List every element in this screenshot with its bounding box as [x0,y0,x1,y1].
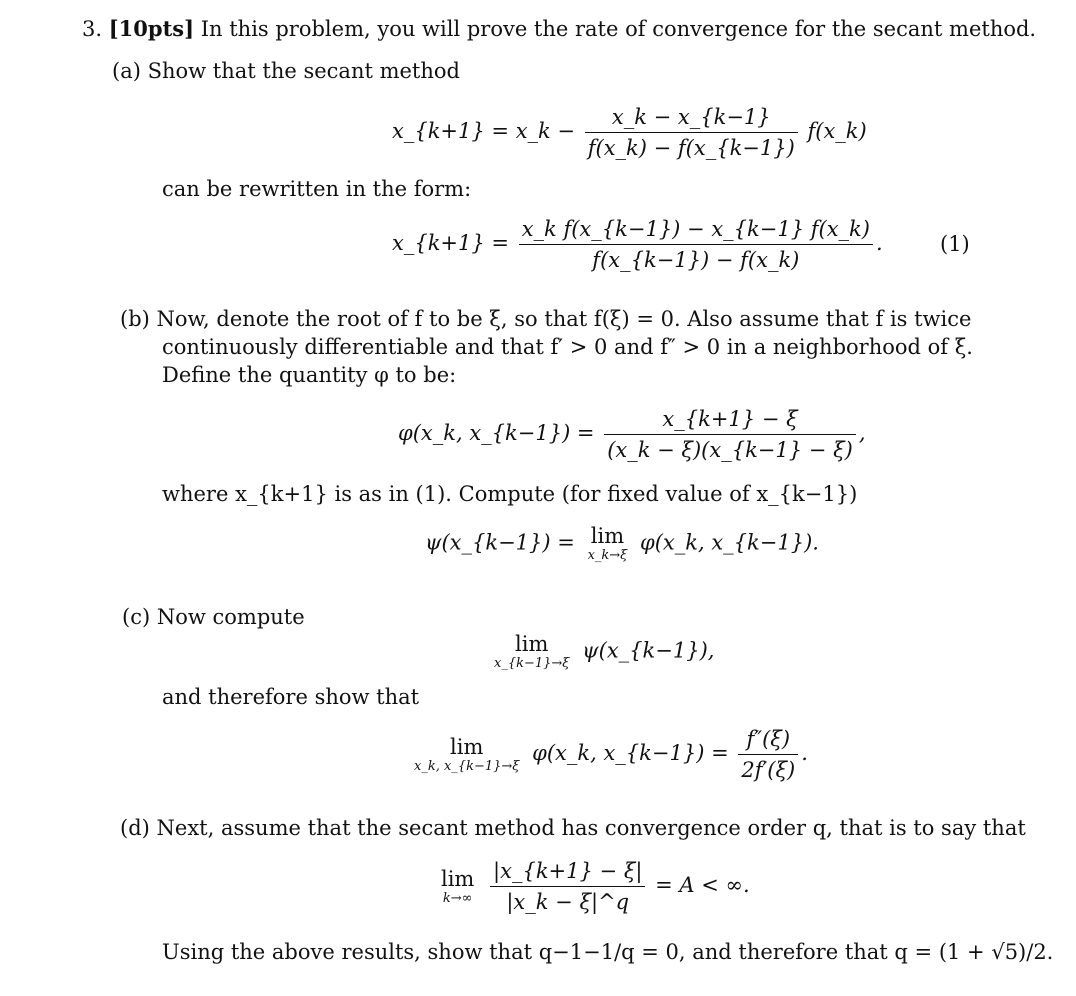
order-denominator: |x_k − ξ|^q [506,890,630,914]
rewritten-eq-denominator: f(x_{k−1}) − f(x_k) [592,248,800,272]
final-limit [414,735,519,775]
problem-header [82,15,1036,43]
final-lim-subscript: x_k, x_{k−1}→ξ [414,758,520,774]
part-a-heading [112,57,460,85]
problem-points: [10pts] [108,16,195,41]
phi-eq-fraction [604,406,856,463]
secant-eq-tail: f(x_k) [807,119,867,143]
psi-limit [588,524,628,564]
therefore-text: and therefore show that [162,685,420,709]
convergence-order-equation [435,858,750,915]
order-fraction [490,858,645,915]
secant-eq-lhs: x_{k+1} = x_k − [392,119,576,143]
final-limit-denominator: 2f′(ξ) [741,758,796,782]
rewritten-eq-numerator: x_k f(x_{k−1}) − x_{k−1} f(x_k) [519,216,873,245]
phi-eq-lhs: φ(x_k, x_{k−1}) = [398,421,595,445]
part-b-heading [120,305,971,333]
problem-number: 3. [82,17,103,41]
part-a-label: (a) [112,59,141,83]
part-b-line1: Now, denote the root of f to be ξ, so that f(ξ) = 0. Also assume that f is twice [156,307,972,331]
part-c-heading [122,603,305,631]
part-b-line2: continuously differentiable and that f′ > 0 and f″ > 0 in a neighborhood of ξ. [162,335,973,359]
psi-outer-lim-subscript: x_{k−1}→ξ [494,656,570,671]
final-lim-word: lim [450,734,484,759]
phi-eq-numerator: x_{k+1} − ξ [604,406,856,435]
part-a-text: Show that the secant method [147,59,460,83]
order-rhs: = A < ∞. [655,873,750,897]
final-limit-numerator: f″(ξ) [738,726,798,755]
psi-lim-subscript: x_k→ξ [587,548,628,563]
psi-outer-lim-word: lim [515,632,549,656]
psi-outer-limit [494,632,569,672]
final-limit-mid: φ(x_k, x_{k−1}) = [532,741,729,765]
secant-eq-denominator: f(x_k) − f(x_{k−1}) [587,136,795,160]
order-numerator: |x_{k+1} − ξ| [490,858,645,887]
final-limit-equation: lim x_k, x_{k−1}→ξ φ(x_k, x_{k−1}) = $\frac{f''(\xi)}{2f'(\xi)}$ . [414,727,808,782]
conclusion-text: Using the above results, show that q−1−1/q = 0, and therefore that q = (1 + √5)/2. [162,940,1054,964]
part-b-label: (b) [120,307,150,331]
secant-eq-numerator: x_k − x_{k−1} [585,104,798,133]
psi-eq-rhs: φ(x_k, x_{k−1}). [640,530,819,555]
part-d-heading [120,814,1026,842]
equation-number: (1) [940,232,970,256]
order-limit [441,867,474,907]
secant-equation [392,104,867,161]
problem-intro: In this problem, you will prove the rate of convergence for the secant method. [200,17,1037,41]
psi-limit-expression [488,632,714,672]
part-c-text: Now compute [156,605,305,629]
part-d-label: (d) [120,816,150,840]
psi-eq-lhs: ψ(x_{k−1}) = [425,530,575,555]
phi-eq-denominator: (x_k − ξ)(x_{k−1} − ξ) [607,438,853,462]
phi-definition: φ(x_k, x_{k−1}) = $\frac{x\_\{k+1\} - \xi}{(x\_k - \xi)(x\_\{k-1\} - \xi)}$ , [398,407,866,462]
part-b-line3: Define the quantity φ to be: [162,363,457,387]
where-text: where x_{k+1} is as in (1). Compute (for fixed value of x_{k−1}) [162,482,858,506]
secant-eq-fraction [585,104,798,161]
psi-lim-word: lim [590,524,625,548]
rewritten-eq-fraction [519,216,873,273]
order-lim-word: lim [441,866,475,891]
order-lim-subscript: k→∞ [442,890,473,906]
psi-definition [425,524,819,564]
final-limit-fraction [738,726,798,783]
rewritten-equation: x_{k+1} = $\frac{\text{x\_k f(x\_\{k−1\}) − x\_\{k−1\} f(x\_k)}}{f(x\_\{k-1\}) - f(x\_k)}$ . [392,217,883,272]
psi-outer-rhs: ψ(x_{k−1}), [582,638,715,663]
part-c-label: (c) [122,605,151,629]
rewritten-eq-lhs: x_{k+1} = [392,231,510,255]
rewrite-text: can be rewritten in the form: [162,177,472,201]
part-d-text: Next, assume that the secant method has convergence order q, that is to say that [156,816,1026,840]
